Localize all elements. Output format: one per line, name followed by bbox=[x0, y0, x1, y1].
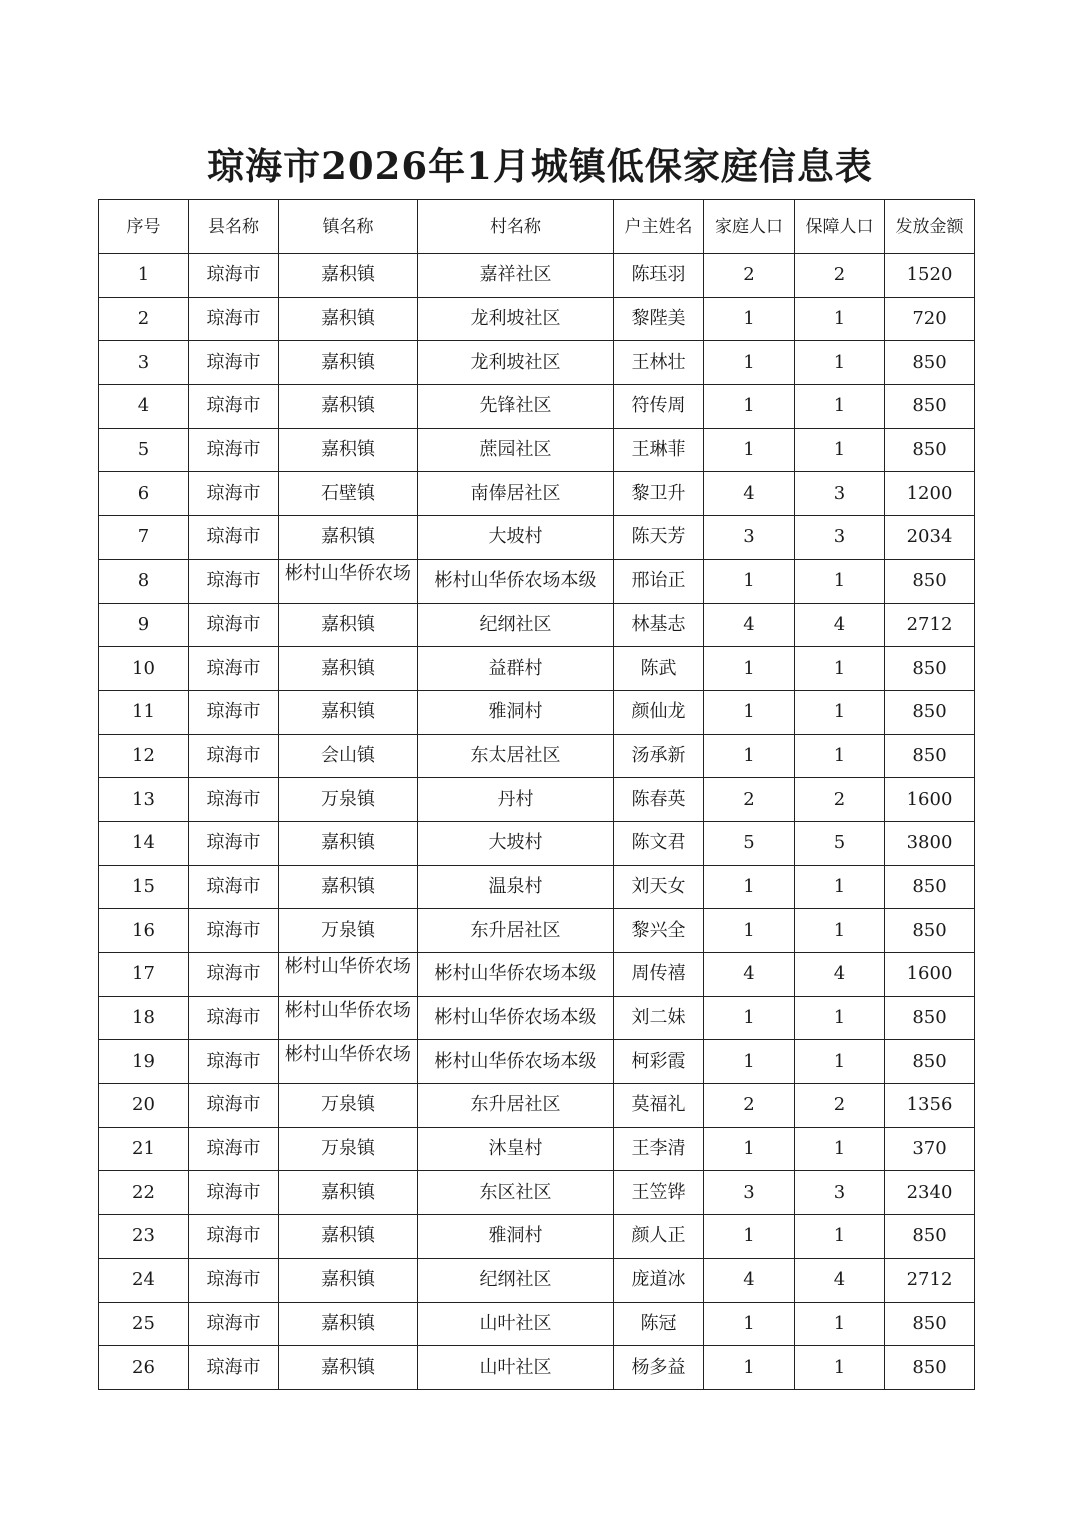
cell-village: 纪纲社区 bbox=[418, 1258, 614, 1302]
cell-index: 24 bbox=[99, 1258, 189, 1302]
cell-covered-size: 1 bbox=[795, 1215, 885, 1259]
cell-county: 琼海市 bbox=[189, 385, 279, 429]
cell-county: 琼海市 bbox=[189, 778, 279, 822]
cell-householder: 莫福礼 bbox=[614, 1084, 704, 1128]
table-row bbox=[99, 1215, 975, 1259]
cell-covered-size: 3 bbox=[795, 516, 885, 560]
table-row bbox=[99, 734, 975, 778]
cell-covered-size: 1 bbox=[795, 297, 885, 341]
cell-county: 琼海市 bbox=[189, 690, 279, 734]
cell-town: 嘉积镇 bbox=[279, 603, 418, 647]
cell-town bbox=[279, 953, 418, 997]
cell-town: 嘉积镇 bbox=[279, 341, 418, 385]
cell-town: 嘉积镇 bbox=[279, 516, 418, 560]
cell-index: 6 bbox=[99, 472, 189, 516]
cell-householder: 陈珏羽 bbox=[614, 254, 704, 298]
table-row bbox=[99, 865, 975, 909]
cell-amount: 3800 bbox=[885, 821, 975, 865]
cell-index: 12 bbox=[99, 734, 189, 778]
cell-village: 嘉祥社区 bbox=[418, 254, 614, 298]
cell-householder: 王琳菲 bbox=[614, 428, 704, 472]
cell-householder: 黎兴全 bbox=[614, 909, 704, 953]
cell-village: 纪纲社区 bbox=[418, 603, 614, 647]
cell-covered-size: 1 bbox=[795, 1127, 885, 1171]
cell-householder: 陈春英 bbox=[614, 778, 704, 822]
cell-county: 琼海市 bbox=[189, 1346, 279, 1390]
table-row bbox=[99, 341, 975, 385]
header-amount: 发放金额 bbox=[885, 200, 975, 254]
cell-covered-size: 4 bbox=[795, 1258, 885, 1302]
cell-amount: 850 bbox=[885, 428, 975, 472]
cell-index: 1 bbox=[99, 254, 189, 298]
cell-amount: 850 bbox=[885, 341, 975, 385]
cell-family-size: 3 bbox=[704, 516, 795, 560]
cell-householder: 杨多益 bbox=[614, 1346, 704, 1390]
cell-village: 彬村山华侨农场本级 bbox=[418, 1040, 614, 1084]
cell-index: 25 bbox=[99, 1302, 189, 1346]
cell-covered-size: 1 bbox=[795, 996, 885, 1040]
cell-family-size: 1 bbox=[704, 647, 795, 691]
cell-amount: 1600 bbox=[885, 778, 975, 822]
cell-index: 10 bbox=[99, 647, 189, 691]
cell-covered-size: 2 bbox=[795, 778, 885, 822]
cell-county: 琼海市 bbox=[189, 953, 279, 997]
page-title: 琼海市2026年1月城镇低保家庭信息表 bbox=[207, 144, 873, 188]
cell-county: 琼海市 bbox=[189, 1127, 279, 1171]
cell-county: 琼海市 bbox=[189, 1215, 279, 1259]
cell-family-size: 1 bbox=[704, 1215, 795, 1259]
header-index: 序号 bbox=[99, 200, 189, 254]
cell-family-size: 1 bbox=[704, 1127, 795, 1171]
cell-amount: 850 bbox=[885, 559, 975, 603]
cell-covered-size: 3 bbox=[795, 472, 885, 516]
cell-covered-size: 1 bbox=[795, 1346, 885, 1390]
header-covered-size: 保障人口 bbox=[795, 200, 885, 254]
table-row bbox=[99, 1084, 975, 1128]
cell-index: 21 bbox=[99, 1127, 189, 1171]
cell-village: 益群村 bbox=[418, 647, 614, 691]
cell-family-size: 3 bbox=[704, 1171, 795, 1215]
cell-town: 万泉镇 bbox=[279, 909, 418, 953]
cell-householder: 颜人正 bbox=[614, 1215, 704, 1259]
cell-county: 琼海市 bbox=[189, 1171, 279, 1215]
table-row bbox=[99, 385, 975, 429]
table-row bbox=[99, 909, 975, 953]
cell-index: 18 bbox=[99, 996, 189, 1040]
cell-amount: 2712 bbox=[885, 1258, 975, 1302]
cell-village: 丹村 bbox=[418, 778, 614, 822]
cell-family-size: 1 bbox=[704, 559, 795, 603]
cell-index: 8 bbox=[99, 559, 189, 603]
cell-village: 东升居社区 bbox=[418, 909, 614, 953]
cell-amount: 2340 bbox=[885, 1171, 975, 1215]
cell-householder: 符传周 bbox=[614, 385, 704, 429]
table-row bbox=[99, 1040, 975, 1084]
table-row bbox=[99, 472, 975, 516]
cell-amount: 850 bbox=[885, 996, 975, 1040]
cell-town bbox=[279, 559, 418, 603]
table-row bbox=[99, 953, 975, 997]
cell-county: 琼海市 bbox=[189, 1040, 279, 1084]
cell-village: 沐皇村 bbox=[418, 1127, 614, 1171]
cell-family-size: 1 bbox=[704, 909, 795, 953]
table-header-row bbox=[99, 200, 975, 254]
header-town: 镇名称 bbox=[279, 200, 418, 254]
table-row bbox=[99, 603, 975, 647]
header-family-size: 家庭人口 bbox=[704, 200, 795, 254]
cell-family-size: 1 bbox=[704, 385, 795, 429]
table-row bbox=[99, 1346, 975, 1390]
cell-amount: 850 bbox=[885, 690, 975, 734]
cell-town: 嘉积镇 bbox=[279, 428, 418, 472]
cell-amount: 850 bbox=[885, 909, 975, 953]
cell-index: 3 bbox=[99, 341, 189, 385]
cell-index: 26 bbox=[99, 1346, 189, 1390]
cell-town: 万泉镇 bbox=[279, 1084, 418, 1128]
cell-householder: 陈文君 bbox=[614, 821, 704, 865]
cell-county: 琼海市 bbox=[189, 865, 279, 909]
cell-covered-size: 1 bbox=[795, 559, 885, 603]
cell-family-size: 4 bbox=[704, 472, 795, 516]
cell-village: 大坡村 bbox=[418, 821, 614, 865]
cell-village: 山叶社区 bbox=[418, 1346, 614, 1390]
cell-covered-size: 1 bbox=[795, 385, 885, 429]
cell-householder: 王李清 bbox=[614, 1127, 704, 1171]
table-row bbox=[99, 1171, 975, 1215]
cell-town: 石壁镇 bbox=[279, 472, 418, 516]
cell-covered-size: 2 bbox=[795, 1084, 885, 1128]
cell-amount: 850 bbox=[885, 734, 975, 778]
cell-town-text: 彬村山华侨农场 bbox=[285, 956, 411, 978]
cell-amount: 850 bbox=[885, 385, 975, 429]
cell-village: 彬村山华侨农场本级 bbox=[418, 953, 614, 997]
cell-amount: 850 bbox=[885, 1302, 975, 1346]
cell-amount: 1200 bbox=[885, 472, 975, 516]
cell-county: 琼海市 bbox=[189, 428, 279, 472]
cell-householder: 颜仙龙 bbox=[614, 690, 704, 734]
table-row bbox=[99, 428, 975, 472]
cell-village: 大坡村 bbox=[418, 516, 614, 560]
cell-amount: 850 bbox=[885, 1346, 975, 1390]
cell-county: 琼海市 bbox=[189, 734, 279, 778]
cell-town: 嘉积镇 bbox=[279, 647, 418, 691]
table-row bbox=[99, 1302, 975, 1346]
cell-family-size: 1 bbox=[704, 865, 795, 909]
table-row bbox=[99, 1258, 975, 1302]
cell-index: 22 bbox=[99, 1171, 189, 1215]
cell-covered-size: 1 bbox=[795, 341, 885, 385]
cell-county: 琼海市 bbox=[189, 603, 279, 647]
cell-amount: 1600 bbox=[885, 953, 975, 997]
cell-amount: 850 bbox=[885, 1040, 975, 1084]
cell-amount: 850 bbox=[885, 1215, 975, 1259]
cell-village: 彬村山华侨农场本级 bbox=[418, 996, 614, 1040]
table-row bbox=[99, 821, 975, 865]
cell-covered-size: 1 bbox=[795, 734, 885, 778]
cell-town: 嘉积镇 bbox=[279, 1171, 418, 1215]
cell-town: 嘉积镇 bbox=[279, 385, 418, 429]
cell-town: 嘉积镇 bbox=[279, 865, 418, 909]
cell-village: 蔗园社区 bbox=[418, 428, 614, 472]
cell-family-size: 4 bbox=[704, 603, 795, 647]
cell-village: 雅洞村 bbox=[418, 1215, 614, 1259]
cell-town: 嘉积镇 bbox=[279, 690, 418, 734]
cell-family-size: 1 bbox=[704, 297, 795, 341]
cell-village: 温泉村 bbox=[418, 865, 614, 909]
cell-county: 琼海市 bbox=[189, 472, 279, 516]
cell-covered-size: 1 bbox=[795, 1302, 885, 1346]
cell-family-size: 2 bbox=[704, 778, 795, 822]
cell-covered-size: 1 bbox=[795, 909, 885, 953]
cell-index: 14 bbox=[99, 821, 189, 865]
cell-town: 万泉镇 bbox=[279, 1127, 418, 1171]
cell-amount: 850 bbox=[885, 647, 975, 691]
cell-index: 20 bbox=[99, 1084, 189, 1128]
cell-county: 琼海市 bbox=[189, 254, 279, 298]
cell-family-size: 1 bbox=[704, 428, 795, 472]
cell-covered-size: 1 bbox=[795, 428, 885, 472]
cell-householder: 黎陛美 bbox=[614, 297, 704, 341]
cell-county: 琼海市 bbox=[189, 821, 279, 865]
header-village: 村名称 bbox=[418, 200, 614, 254]
cell-family-size: 1 bbox=[704, 996, 795, 1040]
cell-village: 东太居社区 bbox=[418, 734, 614, 778]
cell-village: 彬村山华侨农场本级 bbox=[418, 559, 614, 603]
cell-family-size: 2 bbox=[704, 254, 795, 298]
cell-index: 19 bbox=[99, 1040, 189, 1084]
cell-amount: 2034 bbox=[885, 516, 975, 560]
cell-family-size: 1 bbox=[704, 734, 795, 778]
table-row bbox=[99, 647, 975, 691]
cell-family-size: 4 bbox=[704, 1258, 795, 1302]
cell-family-size: 4 bbox=[704, 953, 795, 997]
cell-village: 雅洞村 bbox=[418, 690, 614, 734]
table-row bbox=[99, 996, 975, 1040]
table-row bbox=[99, 559, 975, 603]
table-row bbox=[99, 1127, 975, 1171]
cell-covered-size: 4 bbox=[795, 603, 885, 647]
cell-town: 嘉积镇 bbox=[279, 821, 418, 865]
cell-town: 嘉积镇 bbox=[279, 1258, 418, 1302]
cell-index: 23 bbox=[99, 1215, 189, 1259]
cell-family-size: 1 bbox=[704, 1040, 795, 1084]
cell-covered-size: 1 bbox=[795, 690, 885, 734]
cell-index: 7 bbox=[99, 516, 189, 560]
cell-town-text: 彬村山华侨农场 bbox=[285, 563, 411, 585]
cell-householder: 周传禧 bbox=[614, 953, 704, 997]
cell-family-size: 2 bbox=[704, 1084, 795, 1128]
cell-village: 龙利坡社区 bbox=[418, 341, 614, 385]
cell-householder: 黎卫升 bbox=[614, 472, 704, 516]
cell-index: 17 bbox=[99, 953, 189, 997]
cell-householder: 刘二妹 bbox=[614, 996, 704, 1040]
cell-householder: 刘天女 bbox=[614, 865, 704, 909]
cell-covered-size: 1 bbox=[795, 647, 885, 691]
cell-householder: 汤承新 bbox=[614, 734, 704, 778]
cell-town bbox=[279, 1040, 418, 1084]
cell-town: 嘉积镇 bbox=[279, 1302, 418, 1346]
table-row bbox=[99, 690, 975, 734]
cell-householder: 王笠铧 bbox=[614, 1171, 704, 1215]
cell-family-size: 1 bbox=[704, 1346, 795, 1390]
cell-householder: 王林壮 bbox=[614, 341, 704, 385]
cell-covered-size: 5 bbox=[795, 821, 885, 865]
cell-village: 东区社区 bbox=[418, 1171, 614, 1215]
cell-amount: 2712 bbox=[885, 603, 975, 647]
cell-family-size: 1 bbox=[704, 690, 795, 734]
header-householder: 户主姓名 bbox=[614, 200, 704, 254]
table-row bbox=[99, 778, 975, 822]
cell-index: 9 bbox=[99, 603, 189, 647]
cell-covered-size: 3 bbox=[795, 1171, 885, 1215]
cell-town-text: 彬村山华侨农场 bbox=[285, 1000, 411, 1022]
cell-family-size: 1 bbox=[704, 341, 795, 385]
cell-index: 11 bbox=[99, 690, 189, 734]
cell-county: 琼海市 bbox=[189, 647, 279, 691]
cell-village: 东升居社区 bbox=[418, 1084, 614, 1128]
info-table bbox=[98, 199, 975, 1390]
cell-covered-size: 2 bbox=[795, 254, 885, 298]
cell-county: 琼海市 bbox=[189, 996, 279, 1040]
cell-town: 嘉积镇 bbox=[279, 297, 418, 341]
cell-index: 4 bbox=[99, 385, 189, 429]
cell-amount: 1356 bbox=[885, 1084, 975, 1128]
cell-householder: 陈冠 bbox=[614, 1302, 704, 1346]
table-body bbox=[99, 254, 975, 1390]
cell-county: 琼海市 bbox=[189, 1084, 279, 1128]
cell-householder: 柯彩霞 bbox=[614, 1040, 704, 1084]
cell-town-text: 彬村山华侨农场 bbox=[285, 1043, 411, 1065]
cell-town bbox=[279, 996, 418, 1040]
cell-index: 16 bbox=[99, 909, 189, 953]
cell-householder: 陈武 bbox=[614, 647, 704, 691]
cell-householder: 庞道冰 bbox=[614, 1258, 704, 1302]
cell-village: 山叶社区 bbox=[418, 1302, 614, 1346]
cell-householder: 林基志 bbox=[614, 603, 704, 647]
cell-village: 龙利坡社区 bbox=[418, 297, 614, 341]
cell-village: 先锋社区 bbox=[418, 385, 614, 429]
cell-county: 琼海市 bbox=[189, 297, 279, 341]
cell-family-size: 5 bbox=[704, 821, 795, 865]
cell-county: 琼海市 bbox=[189, 1258, 279, 1302]
cell-covered-size: 1 bbox=[795, 1040, 885, 1084]
cell-index: 5 bbox=[99, 428, 189, 472]
cell-county: 琼海市 bbox=[189, 341, 279, 385]
table-row bbox=[99, 516, 975, 560]
cell-town: 嘉积镇 bbox=[279, 1346, 418, 1390]
cell-amount: 850 bbox=[885, 865, 975, 909]
cell-family-size: 1 bbox=[704, 1302, 795, 1346]
cell-amount: 370 bbox=[885, 1127, 975, 1171]
cell-town: 嘉积镇 bbox=[279, 254, 418, 298]
cell-householder: 陈天芳 bbox=[614, 516, 704, 560]
cell-county: 琼海市 bbox=[189, 909, 279, 953]
cell-amount: 720 bbox=[885, 297, 975, 341]
cell-county: 琼海市 bbox=[189, 516, 279, 560]
cell-index: 15 bbox=[99, 865, 189, 909]
cell-town: 万泉镇 bbox=[279, 778, 418, 822]
cell-town: 会山镇 bbox=[279, 734, 418, 778]
table-row bbox=[99, 297, 975, 341]
cell-village: 南俸居社区 bbox=[418, 472, 614, 516]
cell-amount: 1520 bbox=[885, 254, 975, 298]
cell-county: 琼海市 bbox=[189, 559, 279, 603]
cell-index: 2 bbox=[99, 297, 189, 341]
cell-town: 嘉积镇 bbox=[279, 1215, 418, 1259]
cell-county: 琼海市 bbox=[189, 1302, 279, 1346]
header-county: 县名称 bbox=[189, 200, 279, 254]
cell-index: 13 bbox=[99, 778, 189, 822]
table-row bbox=[99, 254, 975, 298]
cell-covered-size: 1 bbox=[795, 865, 885, 909]
cell-householder: 邢诒正 bbox=[614, 559, 704, 603]
cell-covered-size: 4 bbox=[795, 953, 885, 997]
